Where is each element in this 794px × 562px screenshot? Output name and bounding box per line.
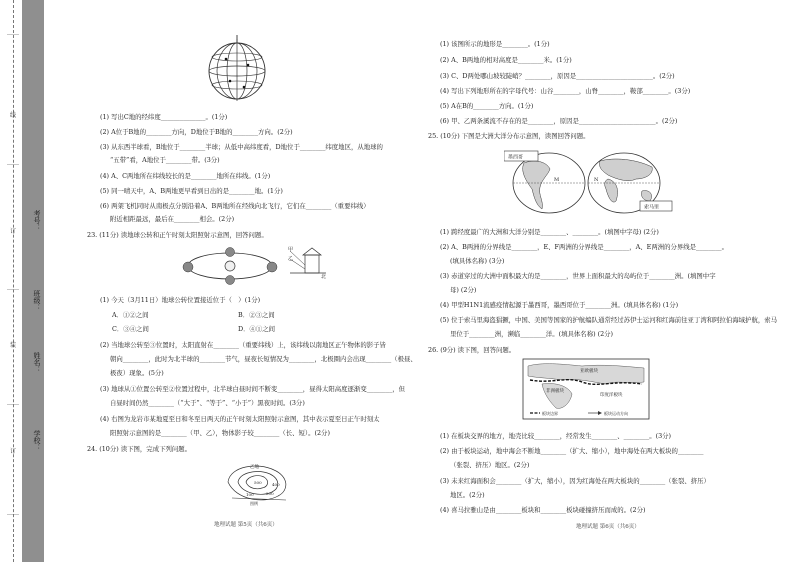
q22-6: (6) 两架飞机同时从南极点分别沿着A、B两地所在经线向北飞行，它们在________（重要纬线）: [100, 202, 370, 210]
q22-2: (2) A位于B地的________方向，D地位于B地的________方向。(2分): [100, 128, 293, 136]
q22-3-cont: “五带”看，A地位于________带。(3分): [110, 156, 220, 164]
q24-1: (1) 该图所示的地形是________。(1分): [440, 40, 550, 48]
q24-4: (4) 写出下列地形所在的字母代号：山谷________，山脊________，鞍部________。(3分): [440, 87, 691, 95]
cut-line: [13, 0, 14, 562]
label-n: N: [594, 177, 599, 183]
q24-3: (3) C、D两处哪山坡较陡峭？________，原因是________________________。(2分): [440, 72, 675, 80]
globe-grid-figure: [204, 35, 270, 103]
strip-dots: ……: [7, 285, 19, 292]
q25-5-cont: 里位于________洲，濒临________洋。(填具体名称) (2分): [450, 330, 614, 338]
label-mexico: 墨西哥: [508, 154, 524, 161]
exam-page-6: [428, 0, 783, 562]
q23-4: (4) 右图为龙岩市某地夏至日和冬至日两天的正午时刻太阳照射示意图，其中表示夏至日正午时刻太: [100, 415, 380, 423]
q25-3: (3) 赤道穿过的大洲中面积最大的是________，世界上面积最大的岛屿位于________洲。(填图中字: [440, 272, 716, 280]
q22-4: (4) A、C两地所在纬线较长的是________地所在纬线。(1分): [100, 172, 271, 180]
label-200: 200: [266, 491, 274, 496]
label-yi: 乙: [288, 256, 294, 262]
label-jia: 甲: [288, 247, 294, 253]
label-100: 100: [246, 492, 254, 497]
legend-plate-boundary: 板块边界: [542, 411, 558, 416]
q23-2: (2) 当地球公转至③位置时，太阳直射在________（重要纬线）上，该纬线以南地区正午物体的影子皆: [100, 341, 386, 349]
q24-5: (5) A在B的________方向。(1分): [440, 102, 534, 110]
q23-title: 23. (11分) 读地球公转和正午时刻太阳照射示意图，回答问题。: [87, 231, 268, 239]
q22-5: (5) 同一晴天中，A、B两地更早看到日出的是________地。(1分): [100, 187, 283, 195]
q26-4: (4) 喜马拉雅山是由________板块和________板块碰撞挤压而成的。(2分): [440, 506, 646, 514]
legend-plate-motion: 板块运动方向: [604, 411, 628, 416]
page-footer-6: 地理试题 第6页（共6页）: [576, 524, 640, 530]
strip-dots: ……: [7, 510, 19, 517]
label-african-plate: 非洲板块: [546, 389, 564, 394]
field-class: 班级：: [33, 290, 41, 311]
label-m: M: [554, 177, 560, 183]
q23-4-cont: 阳照射示意图的是________（甲、乙），物体影子较________（长、短）。(2分): [110, 429, 330, 437]
field-name: 姓名：: [33, 352, 41, 373]
q23-2-cont: 朝向________，此时为北半球的________节气，昼夜长短情况为________，北极圈内会出现________（极昼、: [110, 355, 417, 363]
strip-dots: ……: [7, 160, 19, 167]
strip-dots: ……: [7, 400, 19, 407]
q23-3: (3) 地球从①位置公转至②位置过程中，北半球白昼时间不断变________，昼得太阳高度逐渐变________，但: [100, 385, 406, 393]
strip-dots: ……: [7, 30, 19, 37]
q23-3-cont: 自昼时间仍然________（“大于”、“等于”、“小于”）黑夜时间。(3分): [110, 399, 305, 407]
q22-1: (1) 写出C地的经纬度______________。(1分): [100, 113, 228, 121]
q23-2-cont2: 极夜）现象。(5分): [110, 369, 164, 377]
label-legend: 图例: [250, 501, 258, 506]
q26-2: (2) 由于板块运动，地中海会不断地________（扩大、缩小），地中海处在两大板块的________: [440, 447, 704, 455]
label-somalia: 索马里: [644, 204, 660, 211]
q26-3-cont: 地区。(2分): [450, 491, 485, 499]
q26-3: (3) 未来红海面积会________（扩大，缩小），因为红海处在两大板块的________（张裂、挤压）: [440, 477, 710, 485]
label-eurasian-plate: 亚欧板块: [580, 369, 598, 374]
q25-1: (1) 跨经度最广的大洲和大洋分别是________、________。(填图中字母) (2分): [440, 228, 659, 236]
q23-1: (1) 今天（3月11日）地球公转位置接近位于（ ）(1分): [100, 296, 261, 304]
q25-4: (4) 甲型H1N1流感疫情起源于墨西哥，墨西哥位于________洲。(填具体名称) (1分): [440, 301, 679, 309]
plate-boundaries-map: [522, 358, 650, 420]
q22-6-cont: 附近相距最远，最后在________相会。(2分): [110, 215, 235, 223]
q23-1-option-c: C．③④之间: [112, 325, 149, 333]
cut-mark: 装: [9, 342, 16, 349]
q24-2: (2) A、B两地的相对高度是________米。(1分): [440, 56, 572, 64]
continents-oceans-map: [504, 145, 674, 217]
q25-2: (2) A、B两洲的分界线是________，E、F两洲的分界线是________，A、E两洲的分界线是________。: [440, 243, 729, 251]
exam-page-5: [60, 0, 415, 562]
q23-1-option-a: A．①②之间: [112, 311, 149, 319]
field-exam-number: 考号：: [33, 210, 41, 231]
label-indian-ocean-plate: 印度洋板块: [600, 393, 623, 398]
q26-2-cont: （张裂、挤压）地区。(2分): [450, 461, 530, 469]
q26-title: 26. (9分) 读下图，回答问题。: [428, 346, 516, 354]
label-500: 500: [254, 480, 262, 485]
earth-orbit-figure: [178, 245, 328, 287]
page-footer-5: 地理试题 第5页（共6页）: [214, 522, 278, 528]
label-yi-di: 乙地: [250, 465, 259, 470]
q25-5: (5) 位于索马里海盗猖獗，中国、美国等国家的护航编队通常经过苏伊士运河和红海前往亚丁湾和阿拉伯海域护航，索马: [440, 316, 778, 324]
q23-1-option-b: B．②③之间: [238, 311, 275, 319]
q26-1: (1) 在板块交界的地方，地壳比较________，经常发生________、________。(3分): [440, 432, 672, 440]
cut-mark: 线: [9, 112, 16, 119]
cut-mark: 订: [9, 228, 16, 235]
label-400: 400: [272, 482, 280, 487]
binding-strip: [0, 0, 50, 562]
q25-title: 25. (10分) 下图是大洲大洋分布示意图，读图回答问题。: [428, 132, 590, 140]
q24-title: 24. (10分) 读下图，完成下列问题。: [87, 445, 192, 453]
field-school: 学校：: [33, 430, 41, 451]
cut-mark: 订: [9, 448, 16, 455]
label-north: 北: [321, 274, 327, 280]
q22-3: (3) 从东西半球看，B地位于________半球；从低中高纬度看，D地位于________纬度地区，从地球的: [100, 143, 383, 151]
q25-2-cont: (填具体名称) (3分): [450, 257, 505, 265]
q24-6: (6) 甲、乙两条溪流不存在的是________，原因是________________________。(2分): [440, 117, 678, 125]
q23-1-option-d: D．④①之间: [238, 325, 276, 333]
contour-map-figure: [224, 460, 294, 506]
q25-3-cont: 母) (2分): [450, 286, 477, 294]
binding-bar: [22, 0, 44, 562]
